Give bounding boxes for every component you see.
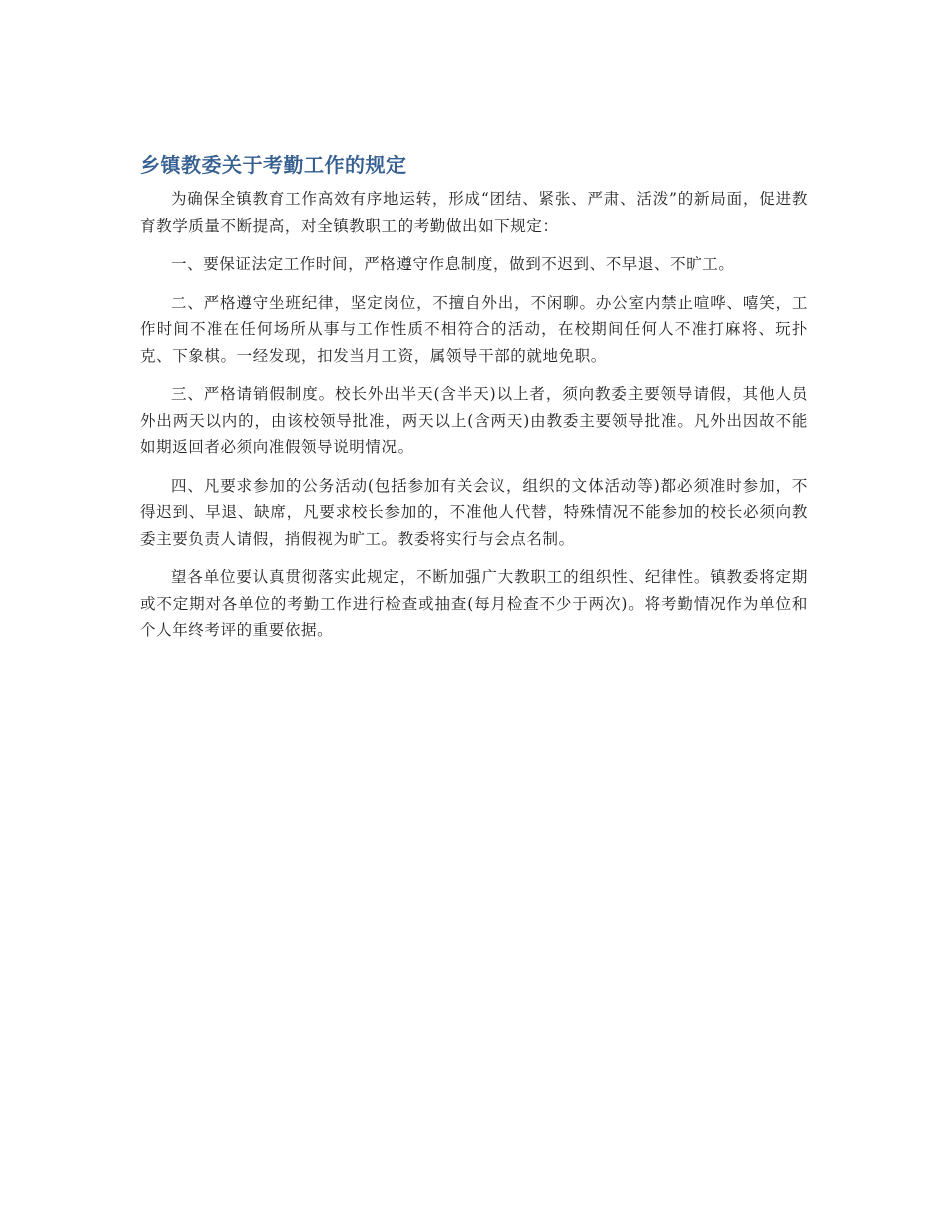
document-title: 乡镇教委关于考勤工作的规定 xyxy=(140,153,407,177)
rule-3-paragraph: 三、严格请销假制度。校长外出半天(含半天)以上者，须向教委主要领导请假，其他人员外出两天以内的，由该校领导批准，两天以上(含两天)由教委主要领导批准。凡外出因故不能如期返回者必须向准假领导说明情况。 xyxy=(140,385,808,456)
intro-paragraph: 为确保全镇教育工作高效有序地运转，形成“团结、紧张、严肃、活泼”的新局面，促进教育教学质量不断提高，对全镇教职工的考勤做出如下规定： xyxy=(140,190,808,235)
closing-paragraph: 望各单位要认真贯彻落实此规定，不断加强广大教职工的组织性、纪律性。镇教委将定期或不定期对各单位的考勤工作进行检查或抽查(每月检查不少于两次)。将考勤情况作为单位和个人年终考评的重要依据。 xyxy=(140,568,808,639)
rule-1-paragraph: 一、要保证法定工作时间，严格遵守作息制度，做到不迟到、不早退、不旷工。 xyxy=(171,255,735,273)
document-body xyxy=(140,150,808,656)
rule-2-paragraph: 二、严格遵守坐班纪律，坚定岗位，不擅自外出，不闲聊。办公室内禁止喧哗、嘻笑，工作时间不准在任何场所从事与工作性质不相符合的活动，在校期间任何人不准打麻将、玩扑克、下象棋。一经发现，扣发当月工资，属领导干部的就地免职。 xyxy=(140,293,808,365)
rule-4-paragraph: 四、凡要求参加的公务活动(包括参加有关会议，组织的文体活动等)都必须准时参加，不得迟到、早退、缺席，凡要求校长参加的，不准他人代替，特殊情况不能参加的校长必须向教委主要负责人请假，捎假视为旷工。教委将实行与会点名制。 xyxy=(140,476,808,548)
